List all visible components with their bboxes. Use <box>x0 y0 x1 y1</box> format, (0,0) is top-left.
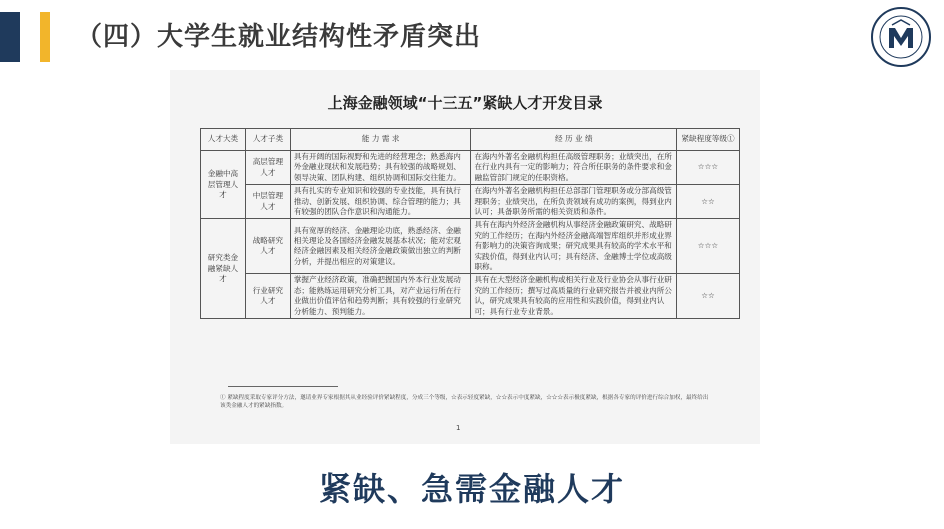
experience-cell: 在海内外著名金融机构担任高级管理职务；业绩突出，在所在行业内具有一定的影响力；符合所任职务的条件要求和金融监管部门规定的任职资格。 <box>471 151 677 185</box>
table-row <box>201 151 740 185</box>
header-experience: 经 历 业 绩 <box>471 129 677 151</box>
table-row <box>201 185 740 219</box>
page-number: 1 <box>456 424 461 432</box>
header-subcategory: 人才子类 <box>245 129 290 151</box>
footnote: ① 紧缺程度采取专家评分方法，邀请业界专家根据其从业经验评价紧缺程度，分成三个等级，☆表示轻度紧缺，☆☆表示中度紧缺，☆☆☆表示极度紧缺，根据各专家的评价进行综合加权，最终给出该类金融人才的紧缺指数。 <box>220 395 709 409</box>
subcategory-cell: 战略研究人才 <box>245 219 290 274</box>
level-cell: ☆☆ <box>677 274 740 319</box>
level-cell: ☆☆☆ <box>677 219 740 274</box>
level-cell: ☆☆ <box>677 185 740 219</box>
ability-cell: 具有宽厚的经济、金融理论功底，熟悉经济、金融相关理论及各国经济金融发展基本状况；能对宏观经济金融因素及相关经济金融政策做出独立的判断分析，并提出相应的对策建议。 <box>290 219 471 274</box>
bottom-headline: 紧缺、急需金融人才 <box>318 470 625 508</box>
navy-accent-bar <box>0 12 20 62</box>
table-row <box>201 274 740 319</box>
group-management: 金融中高层管理人才 <box>201 151 246 219</box>
ability-cell: 具有扎实的专业知识和较强的专业技能，具有执行推动、创新发展、组织协调、综合管理的能力；具有较强的团队合作意识和沟通能力。 <box>290 185 471 219</box>
header-category: 人才大类 <box>201 129 246 151</box>
footnote-divider <box>228 386 338 387</box>
slide-title: （四）大学生就业结构性矛盾突出 <box>76 22 482 52</box>
document-image <box>170 70 760 444</box>
header-shortage: 紧缺程度等级① <box>677 129 740 151</box>
subcategory-cell: 行业研究人才 <box>245 274 290 319</box>
university-seal-icon <box>870 6 932 68</box>
experience-cell: 具有在大型经济金融机构或相关行业及行业协会从事行业研究的工作经历；撰写过高质量的行业研究报告并被业内所公认，研究成果具有较高的应用性和实践价值，得到业内认可；具有行业专业背景。 <box>471 274 677 319</box>
gold-accent-bar <box>40 12 50 62</box>
table-header-row <box>201 129 740 151</box>
header-ability: 能 力 需 求 <box>290 129 471 151</box>
document-title: 上海金融领域“十三五”紧缺人才开发目录 <box>327 94 603 112</box>
experience-cell: 具有在海内外经济金融机构从事经济金融政策研究、战略研究的工作经历；在海内外经济金融高端智库组织并形成业界有影响力的决策咨询成果；研究成果具有较高的学术水平和实践价值，得到业内认可；具有经济、金融博士学位或高级职称。 <box>471 219 677 274</box>
experience-cell: 在海内外著名金融机构担任总部部门管理职务或分部高级管理职务；业绩突出，在所负责领域有成功的案例，得到业内认可；具备职务所需的相关资质和条件。 <box>471 185 677 219</box>
ability-cell: 具有开阔的国际视野和先进的经营理念；熟悉海内外金融业现状和发展趋势；具有较强的战略规划、领导决策、团队构建、组织协调和国际交往能力。 <box>290 151 471 185</box>
subcategory-cell: 高层管理人才 <box>245 151 290 185</box>
group-research: 研究类金融紧缺人才 <box>201 219 246 319</box>
subcategory-cell: 中层管理人才 <box>245 185 290 219</box>
ability-cell: 掌握产业经济政策，准确把握国内外本行业发展动态；能熟练运用研究分析工具，对产业运行所在行业做出价值评估和趋势判断；具有较强的行业研究分析能力、预判能力。 <box>290 274 471 319</box>
table-row <box>201 219 740 274</box>
talent-table <box>200 128 740 319</box>
level-cell: ☆☆☆ <box>677 151 740 185</box>
